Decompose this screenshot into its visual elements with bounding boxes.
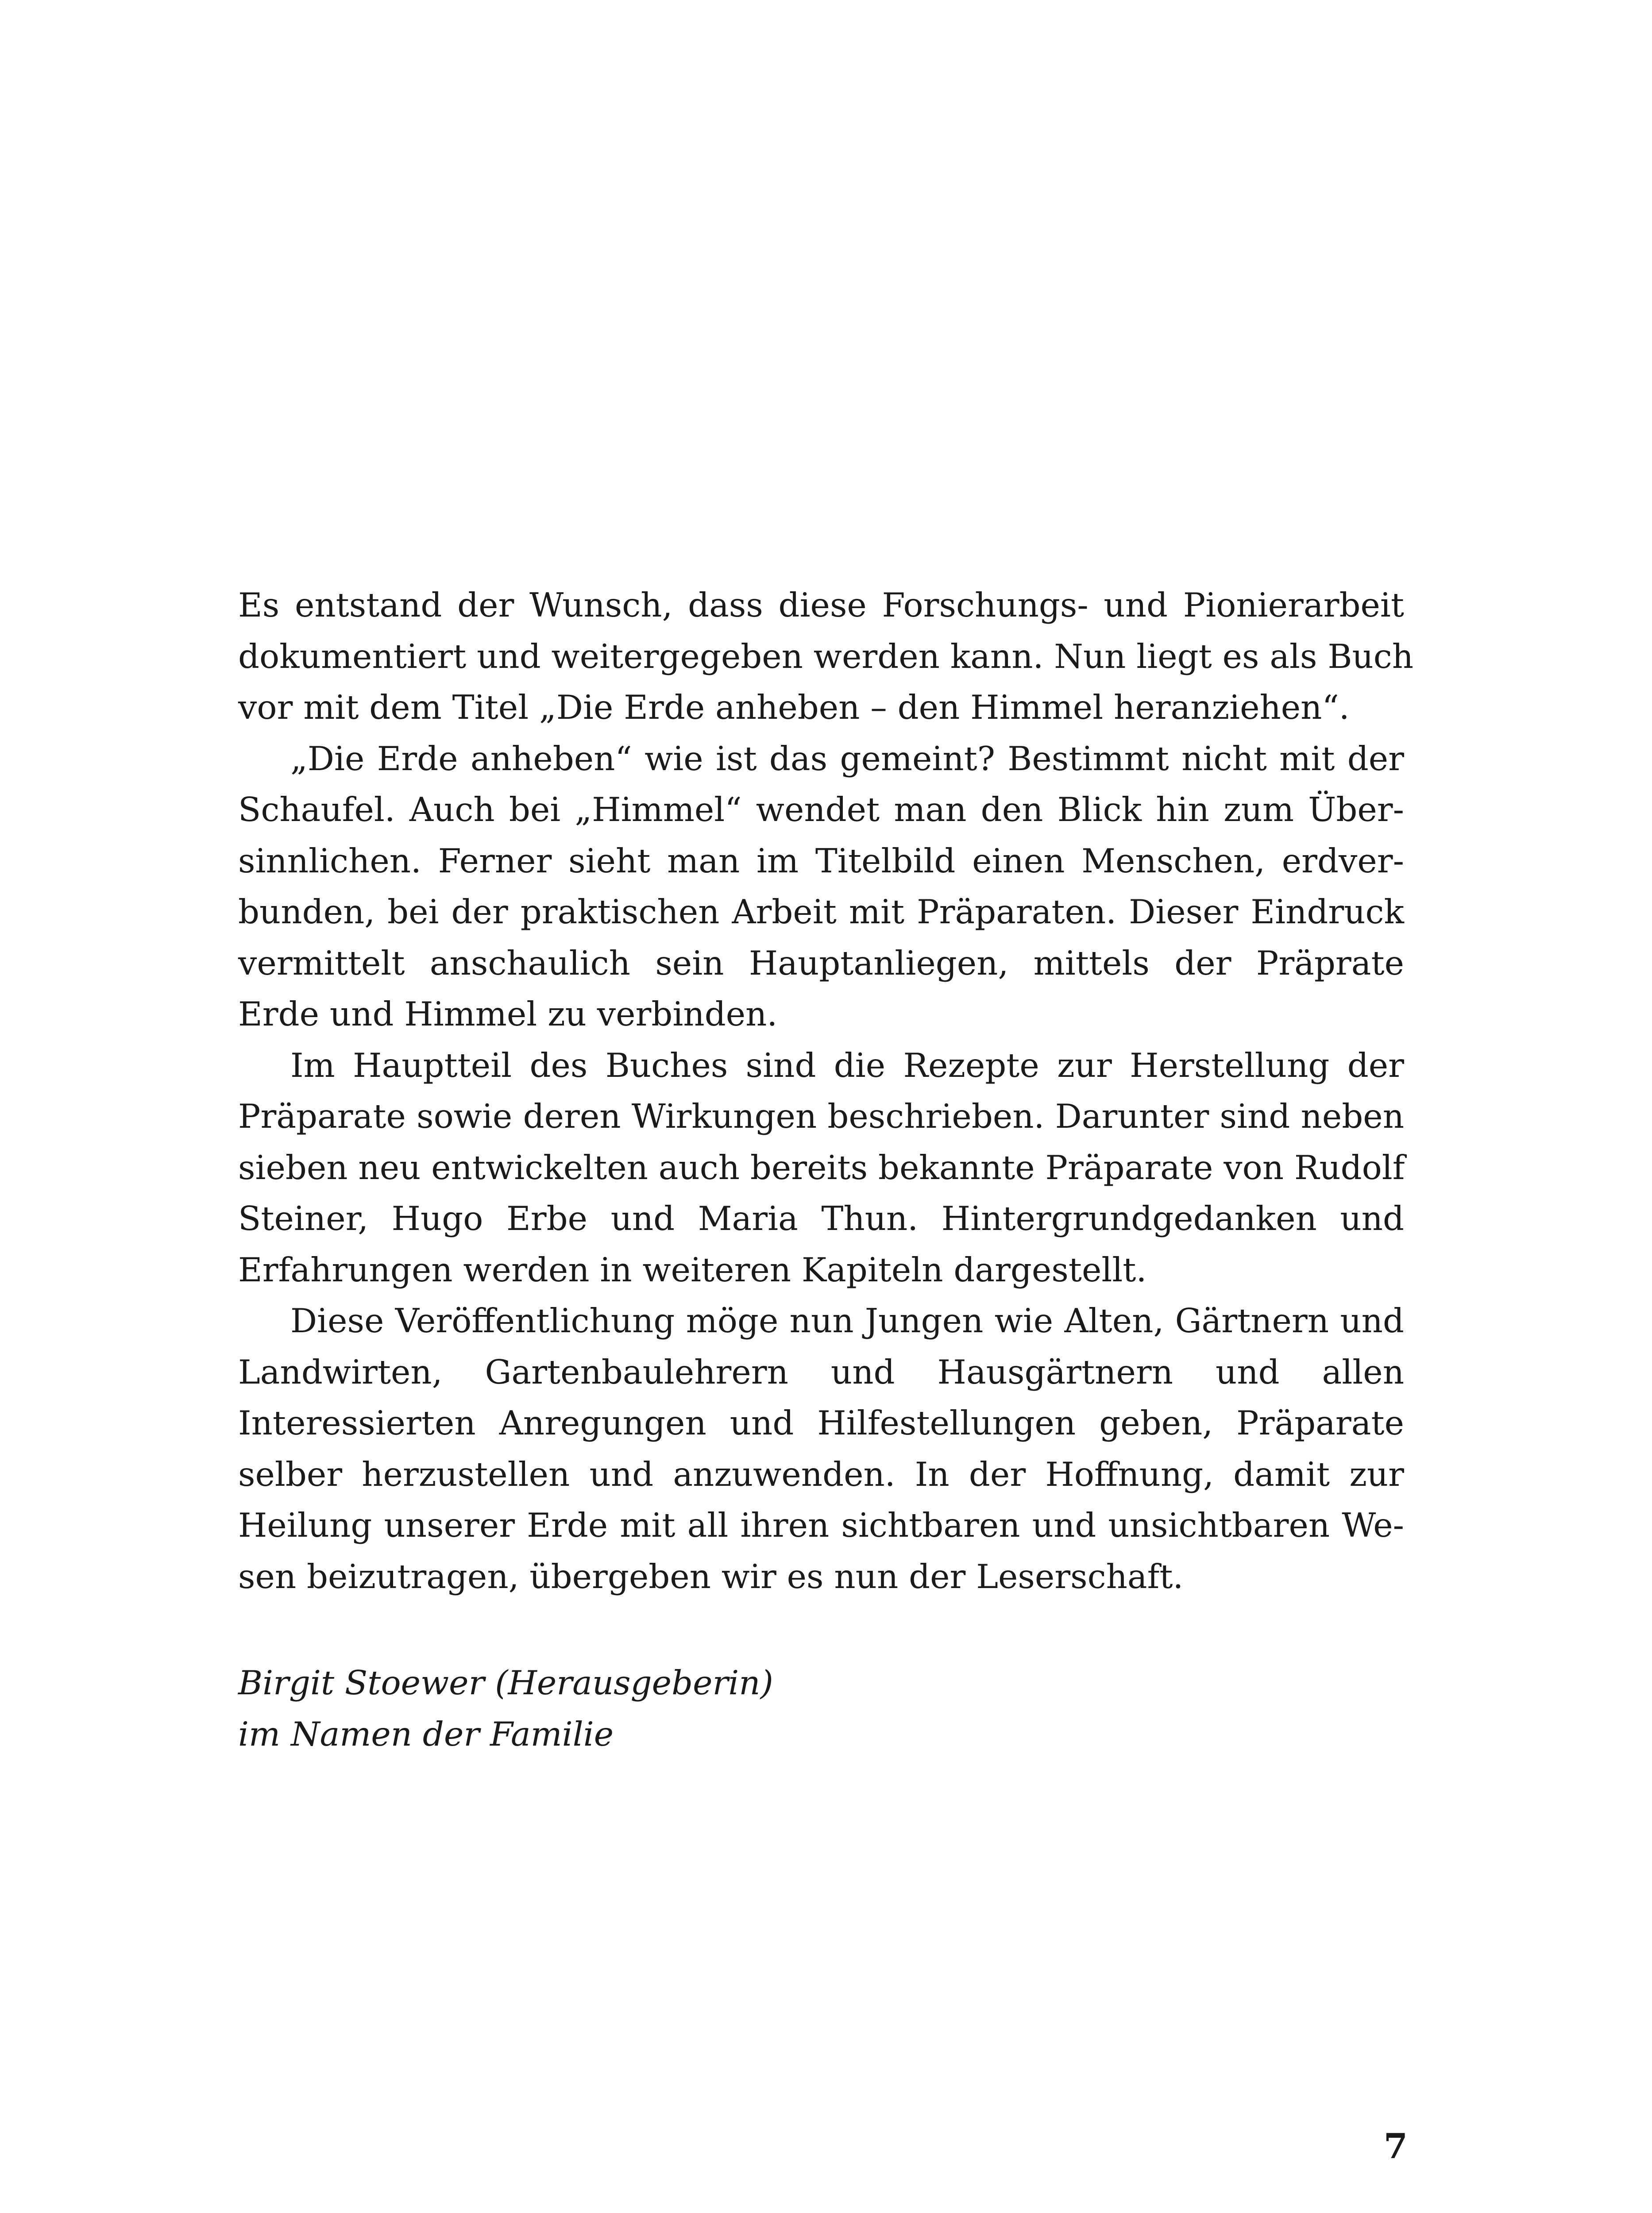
text-line: vermittelt anschaulich sein Hauptanliegen, mittels der Präprate: [238, 943, 1404, 983]
text-line: bunden, bei der praktischen Arbeit mit Präparaten. Dieser Eindruck: [238, 892, 1404, 931]
text-line: Heilung unserer Erde mit all ihren sichtbaren und unsichtbaren We-: [238, 1506, 1404, 1545]
signature-name: Birgit Stoewer (Herausgeberin): [238, 1663, 773, 1702]
text-line: sinnlichen. Ferner sieht man im Titelbild einen Menschen, erdver-: [238, 841, 1404, 880]
text-line: Erde und Himmel zu verbinden.: [238, 995, 778, 1033]
text-line: vor mit dem Titel „Die Erde anheben – den Himmel heranziehen“.: [238, 688, 1350, 727]
text-line: Interessierten Anregungen und Hilfestellungen geben, Präparate: [238, 1403, 1404, 1442]
text-line: selber herzustellen und anzuwenden. In der Hoffnung, damit zur: [238, 1454, 1404, 1494]
text-line: Landwirten, Gartenbaulehrern und Hausgärtnern und allen: [238, 1352, 1404, 1392]
text-line: Diese Veröffentlichung möge nun Jungen wie Alten, Gärtnern und: [290, 1301, 1404, 1340]
signature-subline: im Namen der Familie: [238, 1714, 614, 1754]
text-line: dokumentiert und weitergegeben werden kann. Nun liegt es als Buch: [238, 636, 1414, 676]
text-line: sieben neu entwickelten auch bereits bekannte Präparate von Rudolf: [238, 1148, 1405, 1187]
body-text: [238, 580, 1414, 1602]
text-line: „Die Erde anheben“ wie ist das gemeint? Bestimmt nicht mit der: [290, 739, 1404, 778]
text-line: Schaufel. Auch bei „Himmel“ wendet man den Blick hin zum Über-: [238, 790, 1404, 829]
text-line: Präparate sowie deren Wirkungen beschrieben. Darunter sind neben: [238, 1097, 1404, 1136]
signature-block: [238, 1658, 1404, 1760]
text-line: Im Hauptteil des Buches sind die Rezepte zur Herstellung der: [290, 1045, 1404, 1085]
text-line: Erfahrungen werden in weiteren Kapiteln dargestellt.: [238, 1250, 1147, 1289]
text-line: Es entstand der Wunsch, dass diese Forschungs- und Pionierarbeit: [238, 586, 1404, 625]
text-line: Steiner, Hugo Erbe und Maria Thun. Hintergrundgedanken und: [238, 1199, 1404, 1238]
page-number: 7: [1383, 2126, 1408, 2167]
text-line: sen beizutragen, übergeben wir es nun der Leserschaft.: [238, 1557, 1184, 1596]
